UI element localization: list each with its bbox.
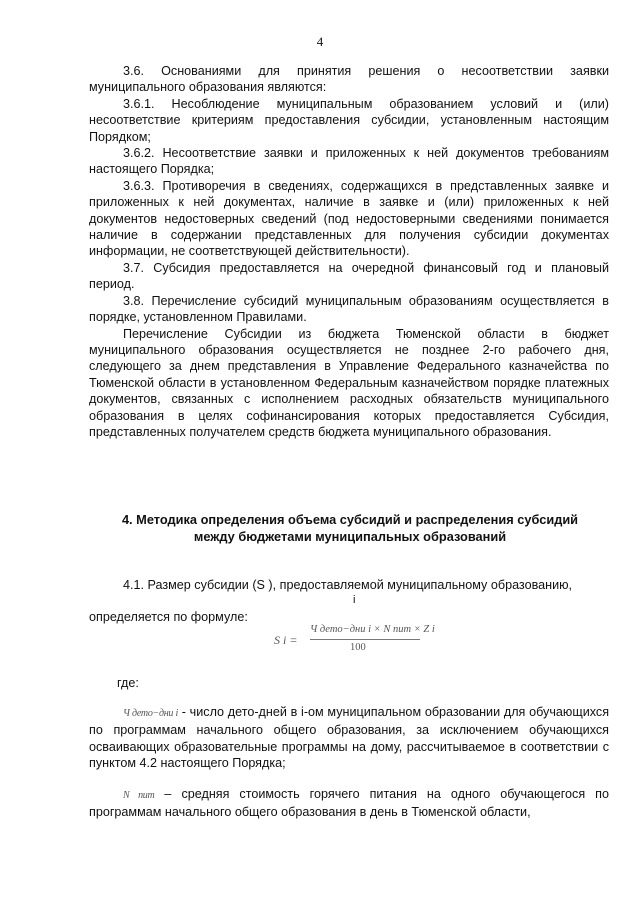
body-text xyxy=(89,63,609,440)
paragraph-3-7: 3.7. Субсидия предоставляется на очередной финансовый год и плановый период. xyxy=(89,260,609,292)
definition-children-days-body: - число дето-дней в i-ом муниципальном образовании для обучающихся по программам начального общего образования, за исключением обучающихся осваивающих образовательные программы на дому, рассчитываемое в соответствии с пунктом 4.2 настоящего Порядка; xyxy=(89,705,610,771)
formula-lhs: S i = xyxy=(274,633,298,647)
paragraph-4-1-line1: 4.1. Размер субсидии (S ), предоставляемой муниципальному образованию, xyxy=(123,578,573,592)
formula-fraction-bar xyxy=(310,639,420,640)
section-title xyxy=(60,512,640,545)
subsidy-formula xyxy=(270,622,435,662)
definition-children-days xyxy=(89,704,609,772)
section-title-line1: 4. Методика определения объема субсидий и распределения субсидий xyxy=(121,512,579,527)
paragraph-3-8: 3.8. Перечисление субсидий муниципальным образованиям осуществляется в порядке, установленном Правилами. xyxy=(89,293,609,325)
symbol-children-days: Ч дето−дни i xyxy=(123,708,179,719)
paragraph-transfer: Перечисление Субсидии из бюджета Тюменской области в бюджет муниципального образования осуществляется не позднее 2-го рабочего дня, следующего за днем представления в Управление Федерального казначейства по Тюменской области в установленном Федеральным казначейством порядке платежных документов, связанных с исполнением расходных обязательств муниципального образования в целях софинансирования которых предоставляется Субсидия, представленных получателем средств бюджета муниципального образования. xyxy=(89,326,609,439)
definition-meal-cost xyxy=(89,786,609,821)
definition-meal-cost-body: – средняя стоимость горячего питания на одного обучающегося по программам начального общего образования в день в Тюменской области, xyxy=(89,787,609,820)
paragraph-3-6-3: 3.6.3. Противоречия в сведениях, содержащихся в представленных заявке и приложенных к ней документах, наличие в заявке и (или) приложенных к ней документов недостоверных сведений (под недостоверными сведениями понимается наличие в содержании представленных для получения субсидии документах информации, не соответствующей действительности). xyxy=(89,178,609,259)
definition-meal-cost-text xyxy=(89,786,609,821)
paragraph-4-1 xyxy=(89,577,609,593)
paragraph-3-6: 3.6. Основаниями для принятия решения о несоответствии заявки муниципального образования являются: xyxy=(89,64,609,95)
formula-denominator: 100 xyxy=(350,642,366,653)
subsidy-subscript: i xyxy=(353,594,356,606)
paragraph-4-1-line2: определяется по формуле: xyxy=(89,610,248,624)
paragraph-3-6-2: 3.6.2. Несоответствие заявки и приложенных к ней документов требованиям настоящего Порядка; xyxy=(89,146,609,177)
page-number: 4 xyxy=(316,34,324,49)
where-label: где: xyxy=(117,676,139,690)
definition-children-days-text xyxy=(89,704,609,772)
section-title-line2: между бюджетами муниципальных образований xyxy=(193,528,507,544)
paragraph-3-6-1: 3.6.1. Несоблюдение муниципальным образованием условий и (или) несоответствие критериям предоставления субсидии, установленным настоящим Порядком; xyxy=(89,96,609,144)
formula-numerator: Ч дето−дни i × N пит × Z i xyxy=(310,624,435,635)
symbol-meal-cost: N пит xyxy=(123,790,155,801)
